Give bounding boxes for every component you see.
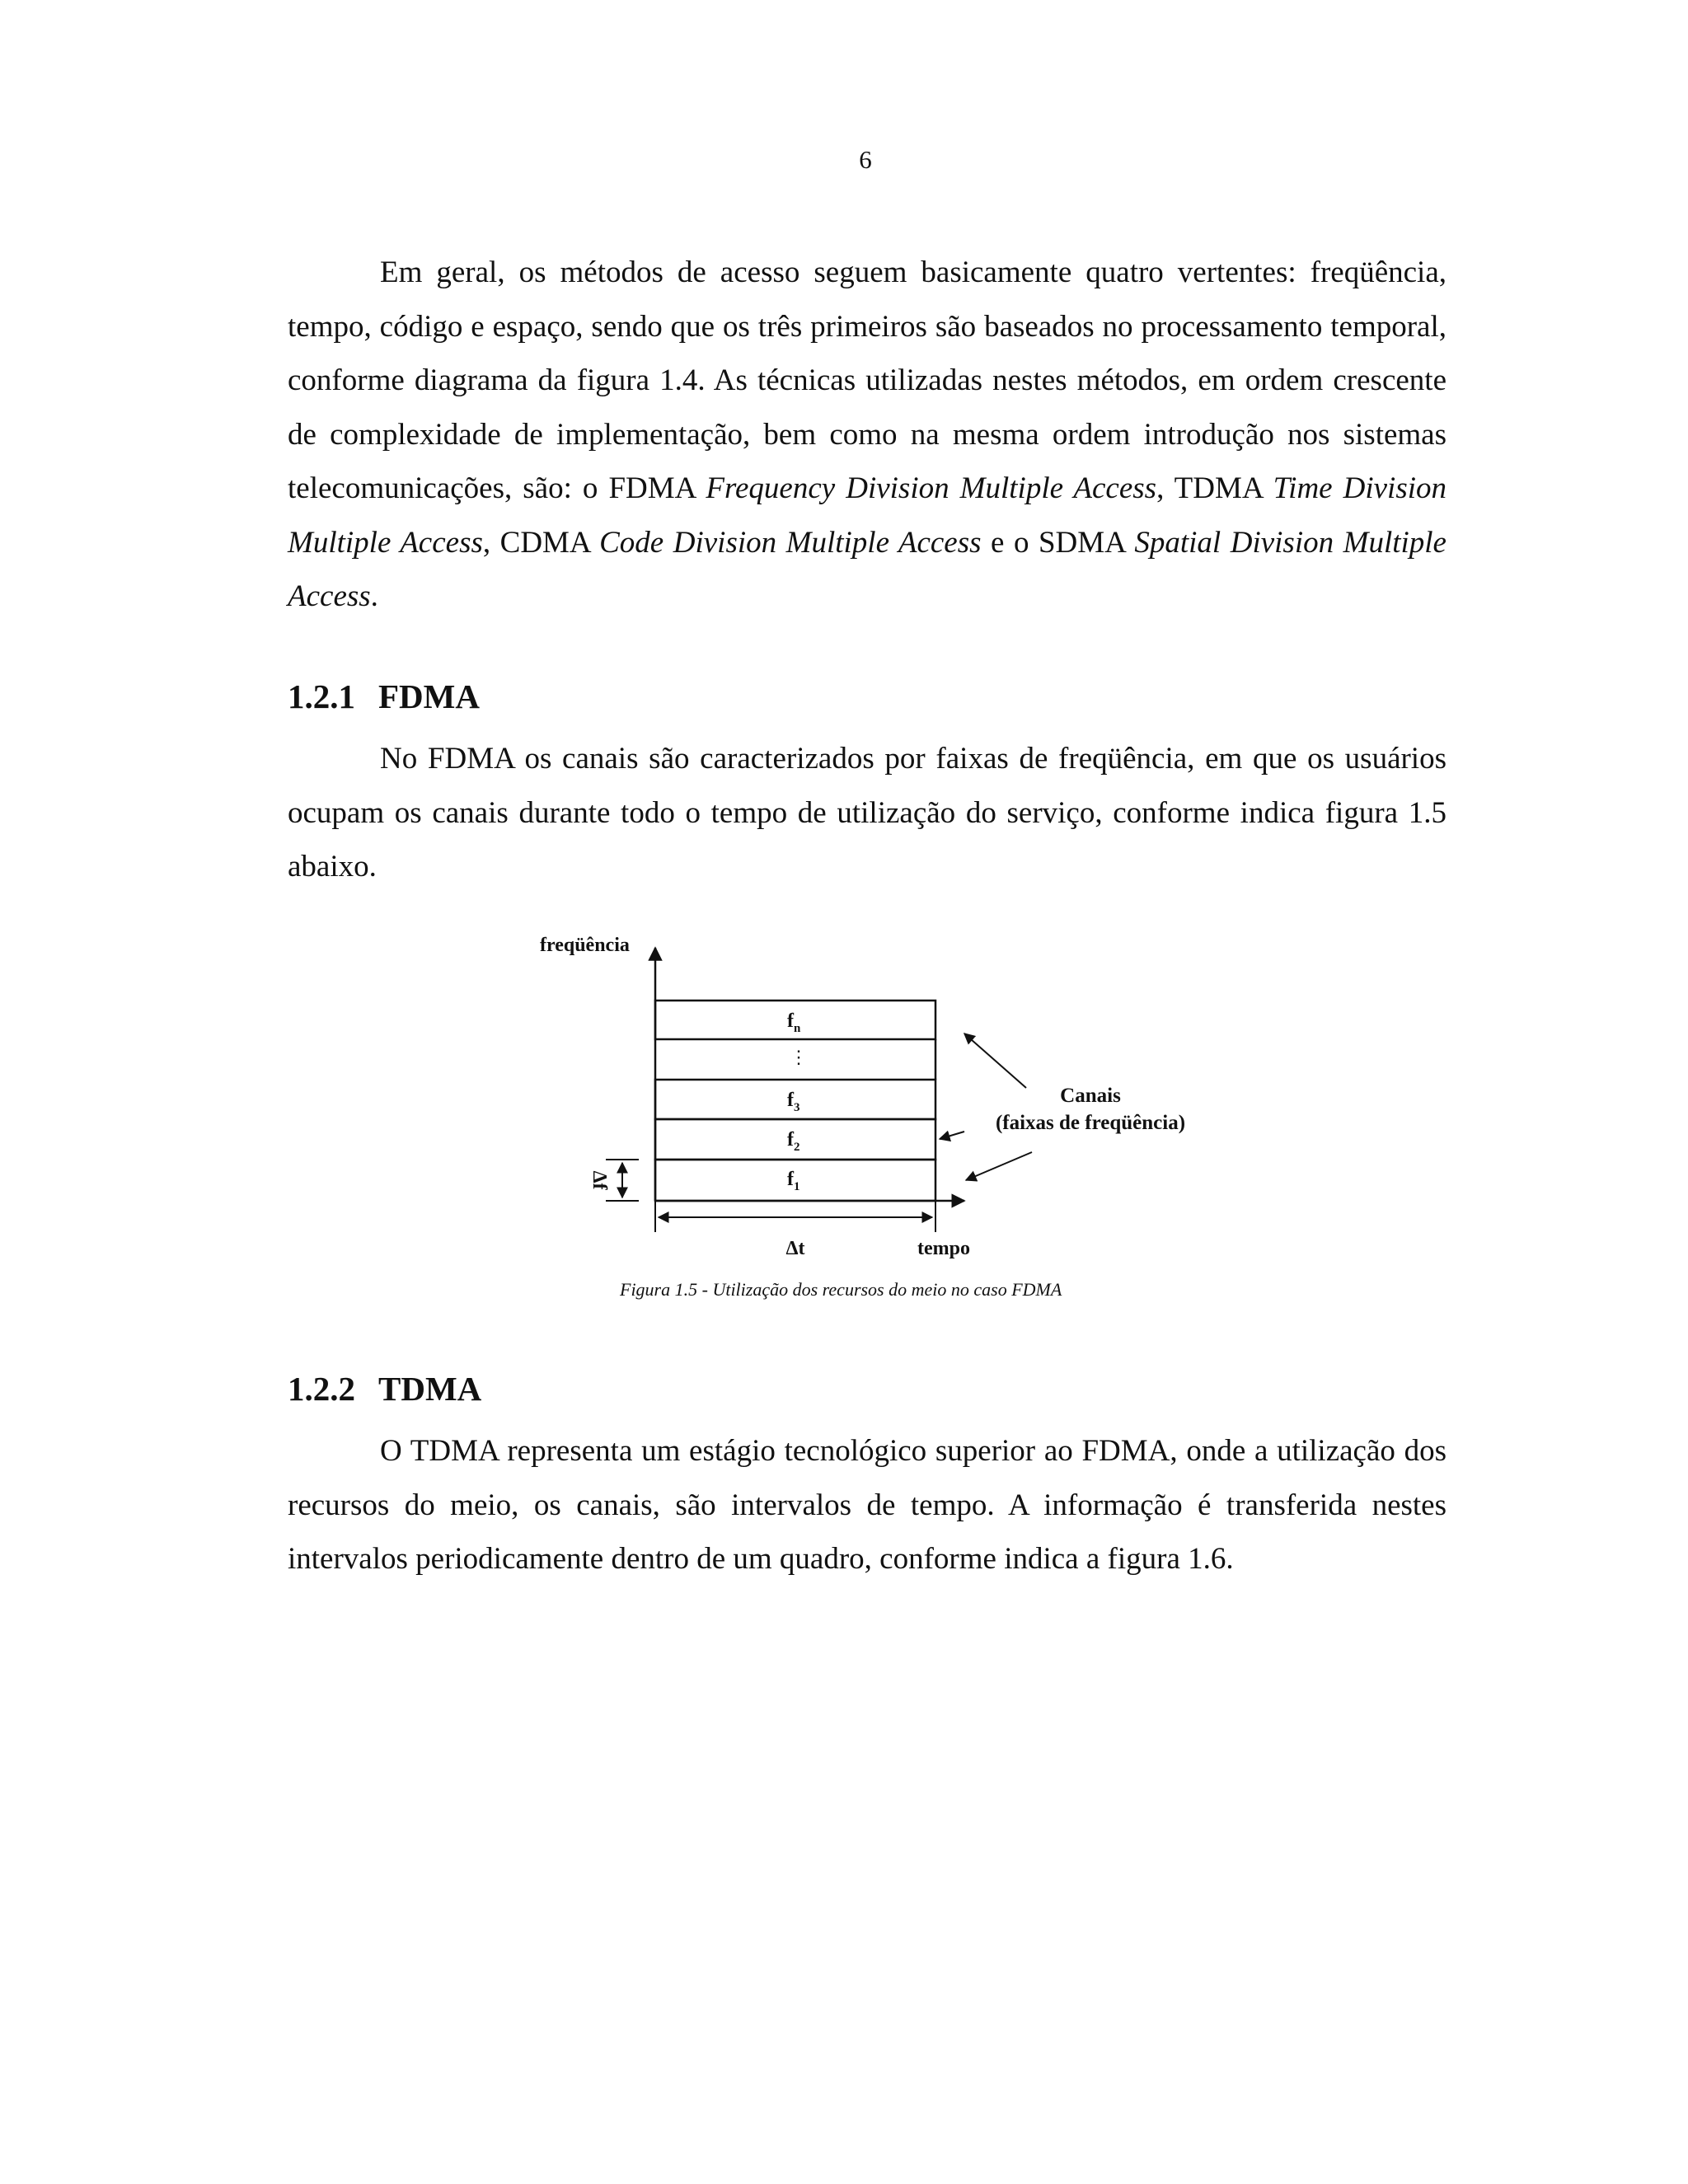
fdma-diagram (528, 931, 1228, 1277)
delta-f-label: Δf (588, 1170, 610, 1190)
annotation-arrow-fn (964, 1033, 1026, 1088)
fdma-paragraph-block (288, 732, 1447, 894)
intro-paragraph-block (288, 246, 1447, 624)
section-heading-tdma-block (288, 1372, 1447, 1406)
channel-label-f2: $f_2$ (787, 1129, 800, 1154)
annotation-line-1: Canais (1060, 1085, 1121, 1107)
section-heading-fdma-block (288, 677, 1447, 715)
channel-label-f1: $f_1$ (787, 1169, 800, 1193)
intro-paragraph: Em geral, os métodos de acesso seguem basicamente quatro vertentes: freqüência, tempo, código e espaço, sendo que os três primeiros são baseados no processamento temporal, conforme diagrama da figura 1.4. As técnicas utilizadas nestes métodos, em ordem crescente de complexidade de implementação, bem como na mesma ordem introdução nos sistemas telecomunicações, são: o FDMA Frequency Division Multiple Access, TDMA Time Division Multiple Access, CDMA Code Division Multiple Access e o SDMA Spatial Division Multiple Access. (288, 255, 1447, 613)
annotation-line-2: (faixas de freqüência) (995, 1112, 1186, 1134)
channel-label-fn: $f_n$ (787, 1010, 801, 1035)
tdma-paragraph-block (288, 1424, 1447, 1586)
tdma-paragraph: O TDMA representa um estágio tecnológico superior ao FDMA, onde a utilização dos recursos do meio, os canais, são intervalos de tempo. A informação é transferida nestes intervalos periodicamente dentro de um quadro, conforme indica a figura 1.6. (288, 1434, 1447, 1576)
channel-label-f3: $f_3$ (787, 1090, 800, 1114)
channel-ellipsis: ⋮ (790, 1047, 808, 1067)
fdma-figure (528, 931, 1228, 1310)
delta-t-label: Δt (785, 1238, 805, 1259)
x-axis-label: tempo (917, 1238, 970, 1259)
page-number: 6 (859, 145, 872, 174)
annotation-arrow-f2 (940, 1132, 964, 1139)
figure-caption: Figura 1.5 - Utilização dos recursos do meio no caso FDMA (620, 1279, 1062, 1300)
y-axis-label: freqüência (540, 935, 630, 956)
section-heading-fdma: 1.2.1 FDMA (288, 677, 480, 715)
section-heading-tdma: 1.2.2 TDMA (288, 1370, 482, 1408)
annotation-arrow-f1 (966, 1152, 1032, 1180)
fdma-paragraph: No FDMA os canais são caracterizados por faixas de freqüência, em que os usuários ocupam os canais durante todo o tempo de utilização do serviço, conforme indica figura 1.5 abaixo. (288, 742, 1447, 883)
